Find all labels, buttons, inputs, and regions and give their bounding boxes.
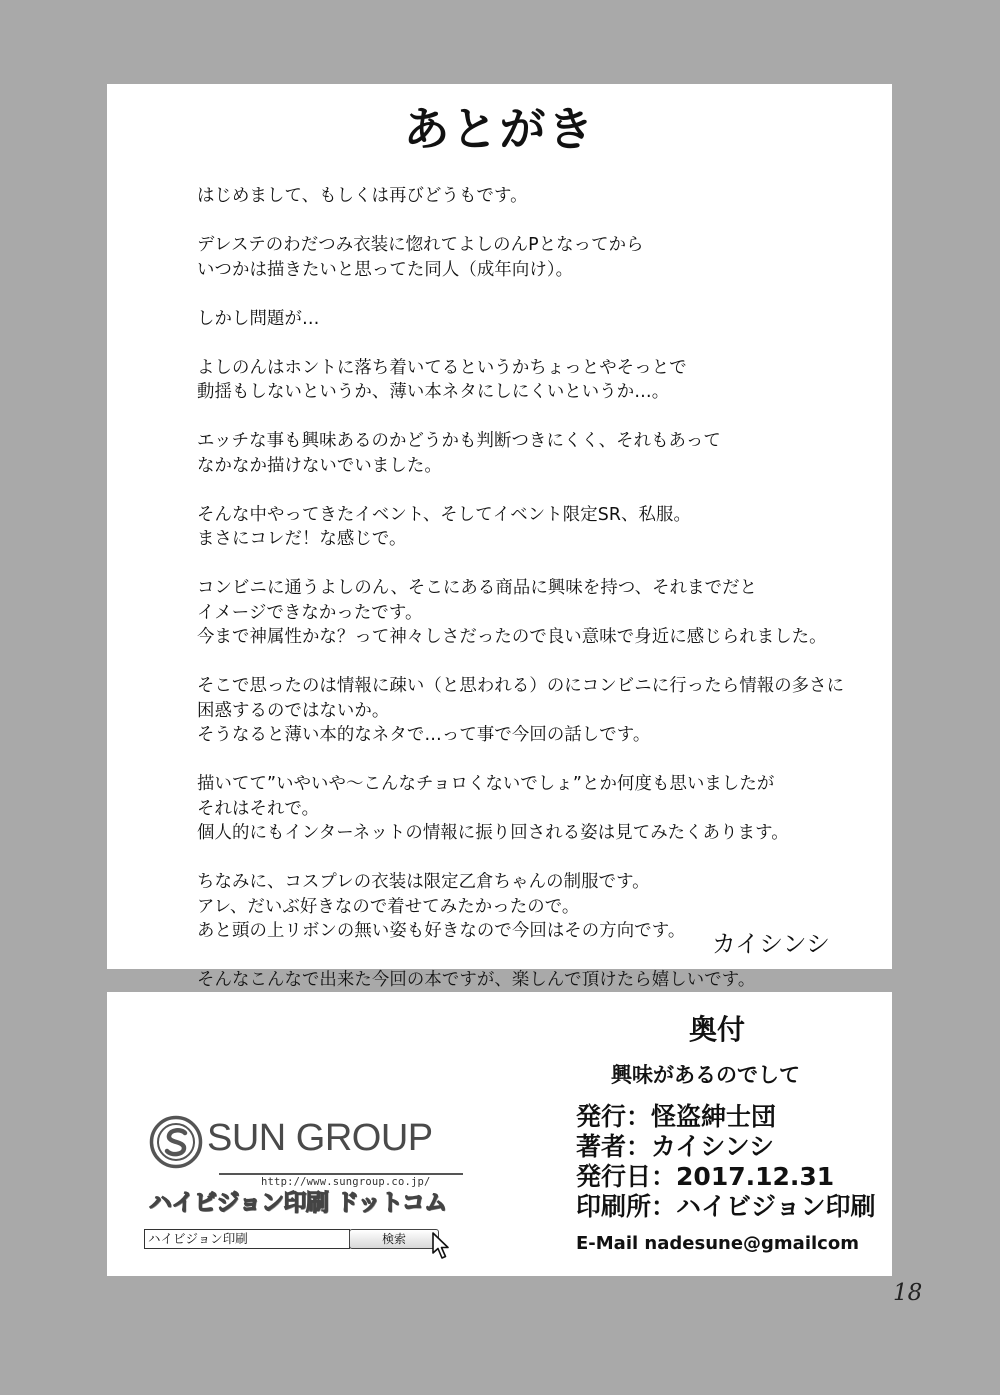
info-label: 発行 — [576, 1102, 627, 1131]
info-value: 2017.12.31 — [676, 1162, 835, 1191]
afterword-paragraph — [197, 576, 857, 650]
info-separator: ： — [651, 1162, 677, 1191]
author-signature: カイシンシ — [711, 930, 830, 958]
afterword-line: よしのんはホントに落ち着いてるというかちょっとやそっとで — [197, 357, 687, 378]
afterword-line: 困惑するのではないか。 — [197, 700, 390, 721]
afterword-line: しかし問題が… — [197, 308, 320, 329]
publication-info-list — [576, 1102, 896, 1222]
info-row-date — [576, 1162, 896, 1192]
afterword-line: エッチな事も興味あるのかどうかも判断つきにくく、それもあって — [197, 431, 721, 451]
afterword-line: イメージできなかったです。 — [197, 602, 423, 623]
afterword-line: 個人的にもインターネットの情報に振り回される姿は見てみたくあります。 — [197, 823, 789, 843]
info-separator: ： — [626, 1132, 652, 1161]
info-row-publisher — [576, 1102, 896, 1132]
info-label: 著者 — [576, 1132, 627, 1161]
info-value: ハイビジョン印刷 — [676, 1192, 876, 1221]
afterword-line: デレステのわだつみ衣装に惚れてよしのんPとなってから — [197, 235, 644, 255]
afterword-line: いつかは描きたいと思ってた同人（成年向け）。 — [197, 259, 574, 280]
afterword-paragraph — [197, 968, 857, 993]
contact-email: E-Mail nadesune@gmailcom — [576, 1233, 859, 1254]
afterword-line: ちなみに、コスプレの衣装は限定乙倉ちゃんの制服です。 — [197, 872, 650, 892]
afterword-line: そうなると薄い本的なネタで…って事で今回の話しです。 — [197, 725, 651, 745]
mouse-cursor-icon — [431, 1231, 451, 1261]
sun-group-name: SUN GROUP — [207, 1117, 433, 1159]
afterword-paragraph — [197, 503, 857, 552]
afterword-title: あとがき — [403, 102, 596, 156]
afterword-panel — [107, 84, 892, 990]
info-value: 怪盗紳士団 — [651, 1102, 777, 1131]
afterword-line: そんなこんなで出来た今回の本ですが、楽しんで頂けたら嬉しいです。 — [197, 970, 756, 990]
afterword-line: 動揺もしないというか、薄い本ネタにしにくいというか…。 — [197, 382, 670, 402]
info-row-author — [576, 1132, 896, 1162]
info-value: カイシンシ — [651, 1132, 775, 1161]
info-label: 発行日 — [576, 1162, 652, 1191]
afterword-line: まさにコレだ！な感じで。 — [197, 529, 407, 549]
afterword-paragraph — [197, 356, 857, 405]
info-separator: ： — [651, 1192, 677, 1221]
sun-group-url[interactable]: http://www.sungroup.co.jp/ — [261, 1176, 431, 1188]
sun-group-logo[interactable] — [149, 1115, 449, 1190]
afterword-line: はじめまして、もしくは再びどうもです。 — [197, 186, 528, 206]
afterword-paragraph — [197, 674, 857, 748]
hivision-search — [144, 1229, 454, 1269]
book-title: 興味があるのでして — [611, 1063, 800, 1087]
afterword-paragraph — [197, 772, 857, 846]
afterword-line: それはそれで。 — [197, 798, 320, 819]
afterword-line: そんな中やってきたイベント、そしてイベント限定SR、私服。 — [197, 504, 692, 525]
colophon-panel — [107, 992, 892, 1276]
colophon-info — [577, 992, 877, 1276]
info-separator: ： — [626, 1102, 652, 1131]
afterword-line: アレ、だいぶ好きなので着せてみたかったので。 — [197, 896, 580, 917]
afterword-line: なかなか描けないでいました。 — [197, 455, 442, 476]
afterword-body — [197, 184, 857, 1017]
afterword-line: あと頭の上リボンの無い姿も好きなので今回はその方向です。 — [197, 921, 686, 941]
info-row-printer — [576, 1192, 896, 1222]
search-button[interactable]: 検索 — [349, 1229, 439, 1249]
page-number: 18 — [893, 1280, 923, 1306]
afterword-line: 描いてて”いやいや～こんなチョロくないでしょ”とか何度も思いましたが — [197, 774, 775, 794]
colophon-heading: 奥付 — [689, 1013, 746, 1046]
info-label: 印刷所 — [576, 1192, 652, 1221]
afterword-line: 今まで神属性かな？って神々しさだったので良い意味で身近に感じられました。 — [197, 627, 827, 647]
sun-group-mark-icon — [149, 1115, 203, 1169]
search-input[interactable]: ハイビジョン印刷 — [144, 1229, 350, 1249]
sun-group-divider — [219, 1173, 463, 1175]
hivision-title: ハイビジョン印刷 ドットコム — [149, 1190, 447, 1216]
afterword-paragraph — [197, 233, 857, 282]
afterword-paragraph — [197, 184, 857, 209]
afterword-paragraph — [197, 307, 857, 332]
afterword-line: コンビニに通うよしのん、そこにある商品に興味を持つ、それまでだと — [197, 578, 758, 598]
afterword-paragraph — [197, 429, 857, 478]
afterword-line: そこで思ったのは情報に疎い（と思われる）のにコンビニに行ったら情報の多さに — [197, 676, 845, 696]
